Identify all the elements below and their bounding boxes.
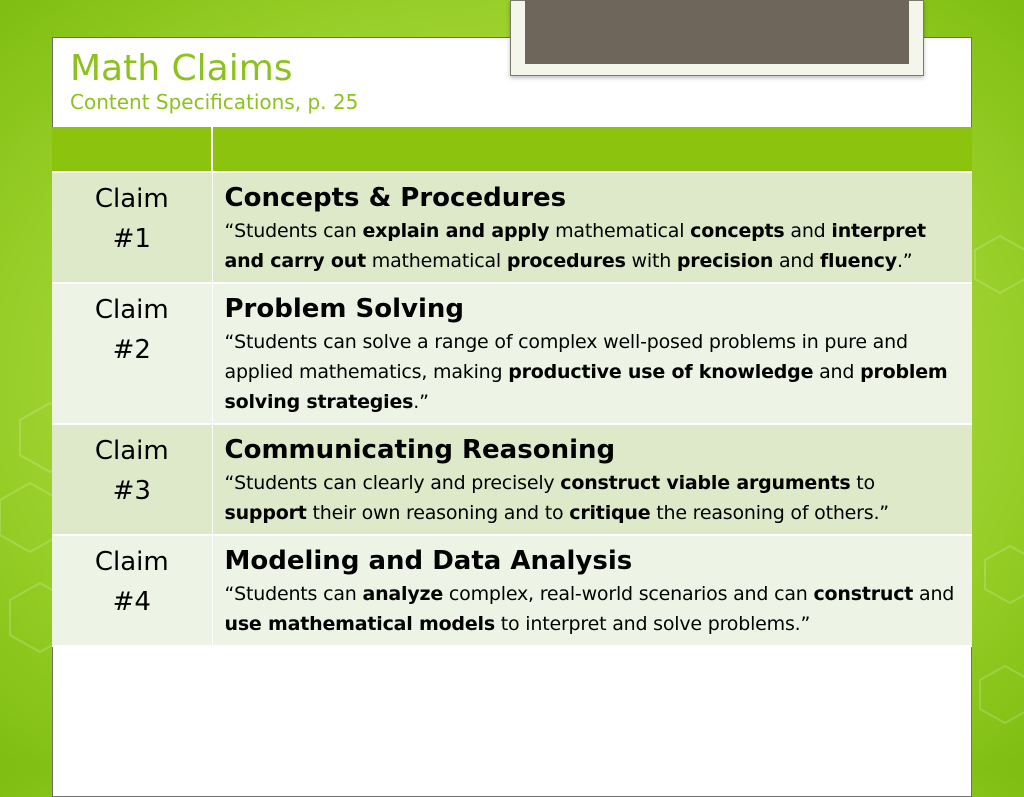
claim-label-cell [52, 535, 212, 646]
emphasized-text: construct viable arguments [560, 472, 851, 494]
claim-body-cell [212, 535, 972, 646]
table-row [52, 172, 972, 283]
description-text: to [850, 472, 875, 494]
slide-title: Math Claims [70, 48, 293, 89]
claim-label-cell [52, 172, 212, 283]
slide-subtitle: Content Specifications, p. 25 [70, 90, 359, 114]
emphasized-text: concepts [690, 220, 785, 242]
claim-number: #3 [112, 476, 151, 506]
description-text: with [625, 250, 677, 272]
description-text: their own reasoning and to [306, 502, 570, 524]
emphasized-text: support [224, 502, 307, 524]
emphasized-text: procedures [506, 250, 626, 272]
emphasized-text: productive use of knowledge [508, 361, 814, 383]
emphasized-text: precision [676, 250, 774, 272]
claim-heading: Problem Solving [224, 294, 465, 324]
claim-label-cell [52, 283, 212, 424]
table-row [52, 283, 972, 424]
claim-heading: Concepts & Procedures [224, 183, 567, 213]
emphasized-text: problem solving strategies [224, 361, 948, 413]
claim-word: Claim [94, 547, 169, 577]
description-text: and [813, 361, 861, 383]
claim-body-cell [212, 283, 972, 424]
claim-description [225, 468, 959, 528]
claim-number: #2 [112, 335, 151, 365]
claim-word: Claim [94, 436, 169, 466]
table-row [52, 535, 972, 646]
description-text: to interpret and solve problems.” [494, 613, 811, 635]
photo-frame [510, 0, 924, 76]
emphasized-text: explain and apply [362, 220, 550, 242]
description-text: .” [896, 250, 913, 272]
claim-word: Claim [94, 184, 169, 214]
description-text: the reasoning of others.” [650, 502, 889, 524]
emphasized-text: critique [569, 502, 651, 524]
description-text: complex, real-world scenarios and can [443, 583, 814, 605]
photo-placeholder-image [525, 0, 909, 64]
claim-description [225, 216, 959, 276]
description-text: and [913, 583, 955, 605]
description-text: and [784, 220, 832, 242]
description-text: “Students can clearly and precisely [224, 472, 561, 494]
table-row [52, 424, 972, 535]
claim-body-cell [212, 172, 972, 283]
emphasized-text: fluency [819, 250, 897, 272]
description-text: and [773, 250, 820, 272]
table-header-cell [212, 127, 972, 172]
claim-description [225, 327, 959, 417]
claim-description [225, 579, 959, 639]
title-block [70, 48, 358, 114]
claims-table [52, 127, 972, 647]
emphasized-text: interpret and carry out [224, 220, 926, 272]
emphasized-text: construct [813, 583, 914, 605]
description-text: “Students can [224, 220, 363, 242]
description-text: mathematical [549, 220, 691, 242]
claim-word: Claim [94, 295, 169, 325]
claim-body-cell [212, 424, 972, 535]
claims-table-body [52, 172, 972, 646]
description-text: “Students can solve a range of complex well-posed problems in pure and applied mathematics, making [224, 331, 908, 383]
claim-heading: Communicating Reasoning [224, 435, 616, 465]
emphasized-text: analyze [362, 583, 444, 605]
table-header-cell [52, 127, 212, 172]
claim-number: #1 [112, 224, 151, 254]
claim-label-cell [52, 424, 212, 535]
table-header-row [52, 127, 972, 172]
description-text: mathematical [365, 250, 507, 272]
description-text: .” [413, 391, 429, 413]
description-text: “Students can [224, 583, 363, 605]
claim-heading: Modeling and Data Analysis [224, 546, 633, 576]
claim-number: #4 [112, 587, 151, 617]
emphasized-text: use mathematical models [224, 613, 495, 635]
